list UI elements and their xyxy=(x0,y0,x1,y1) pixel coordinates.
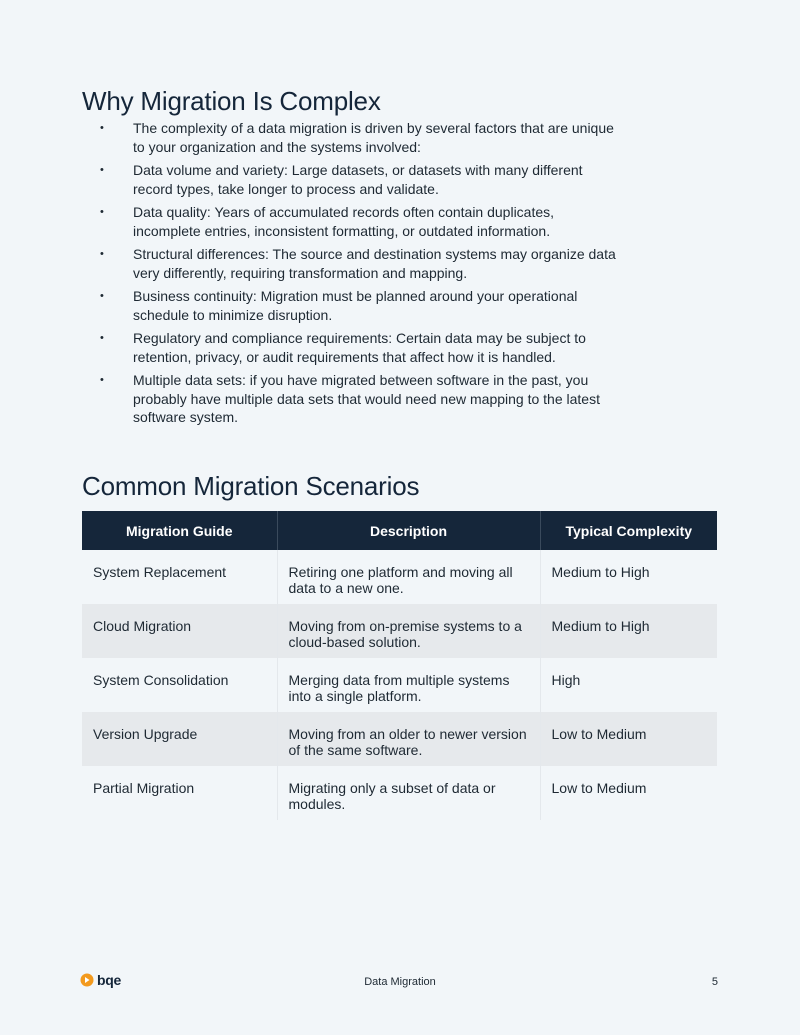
cell-description: Moving from on-premise systems to a cloud-based solution. xyxy=(277,604,540,658)
cell-description: Merging data from multiple systems into a single platform. xyxy=(277,658,540,712)
bullet-item xyxy=(100,203,620,240)
cell-migration-guide: Partial Migration xyxy=(82,766,277,820)
complexity-bullet-list xyxy=(100,119,620,432)
bullet-item xyxy=(100,287,620,324)
footer-document-title: Data Migration xyxy=(364,976,436,988)
cell-migration-guide: Cloud Migration xyxy=(82,604,277,658)
bullet-dot-icon: • xyxy=(100,374,104,386)
bullet-item xyxy=(100,161,620,198)
bullet-text: Multiple data sets: if you have migrated between software in the past, you probably have multiple data sets that would need new mapping to the latest software system. xyxy=(133,372,600,425)
page-number: 5 xyxy=(711,976,718,988)
column-header-typical-complexity: Typical Complexity xyxy=(540,511,717,550)
bullet-dot-icon: • xyxy=(100,290,104,302)
table-row xyxy=(82,604,717,658)
bullet-dot-icon: • xyxy=(100,164,104,176)
bullet-text: The complexity of a data migration is driven by several factors that are unique to your organization and the systems involved: xyxy=(133,120,614,155)
column-header-migration-guide: Migration Guide xyxy=(82,511,277,550)
bullet-dot-icon: • xyxy=(100,122,104,134)
bullet-text: Data quality: Years of accumulated records often contain duplicates, incomplete entries, inconsistent formatting, or outdated information. xyxy=(133,204,555,239)
table-row xyxy=(82,550,717,604)
table-row xyxy=(82,766,717,820)
column-header-description: Description xyxy=(277,511,540,550)
bullet-text: Regulatory and compliance requirements: Certain data may be subject to retention, privacy, or audit requirements that affect how it is handled. xyxy=(133,330,586,365)
bullet-text: Data volume and variety: Large datasets, or datasets with many different record types, take longer to process and validate. xyxy=(133,162,583,197)
cell-description: Migrating only a subset of data or modules. xyxy=(277,766,540,820)
migration-scenarios-table xyxy=(82,511,717,820)
cell-complexity: Low to Medium xyxy=(540,766,717,820)
bullet-dot-icon: • xyxy=(100,206,104,218)
table-header-row xyxy=(82,511,717,550)
bullet-dot-icon: • xyxy=(100,248,104,260)
bullet-item xyxy=(100,119,620,156)
cell-migration-guide: System Consolidation xyxy=(82,658,277,712)
bullet-item xyxy=(100,329,620,366)
cell-complexity: High xyxy=(540,658,717,712)
cell-complexity: Medium to High xyxy=(540,604,717,658)
cell-migration-guide: Version Upgrade xyxy=(82,712,277,766)
cell-description: Retiring one platform and moving all data to a new one. xyxy=(277,550,540,604)
cell-complexity: Medium to High xyxy=(540,550,717,604)
cell-migration-guide: System Replacement xyxy=(82,550,277,604)
bullet-item xyxy=(100,371,620,427)
bullet-text: Structural differences: The source and destination systems may organize data very differently, requiring transformation and mapping. xyxy=(133,246,616,281)
bullet-dot-icon: • xyxy=(100,332,104,344)
cell-complexity: Low to Medium xyxy=(540,712,717,766)
bullet-text: Business continuity: Migration must be planned around your operational schedule to minimize disruption. xyxy=(133,288,578,323)
section-heading-scenarios: Common Migration Scenarios xyxy=(82,471,420,501)
bullet-item xyxy=(100,245,620,282)
section-heading-why-complex: Why Migration Is Complex xyxy=(82,86,381,116)
table-row xyxy=(82,658,717,712)
logo-wordmark: bqe xyxy=(97,972,121,988)
cell-description: Moving from an older to newer version of the same software. xyxy=(277,712,540,766)
table-row xyxy=(82,712,717,766)
